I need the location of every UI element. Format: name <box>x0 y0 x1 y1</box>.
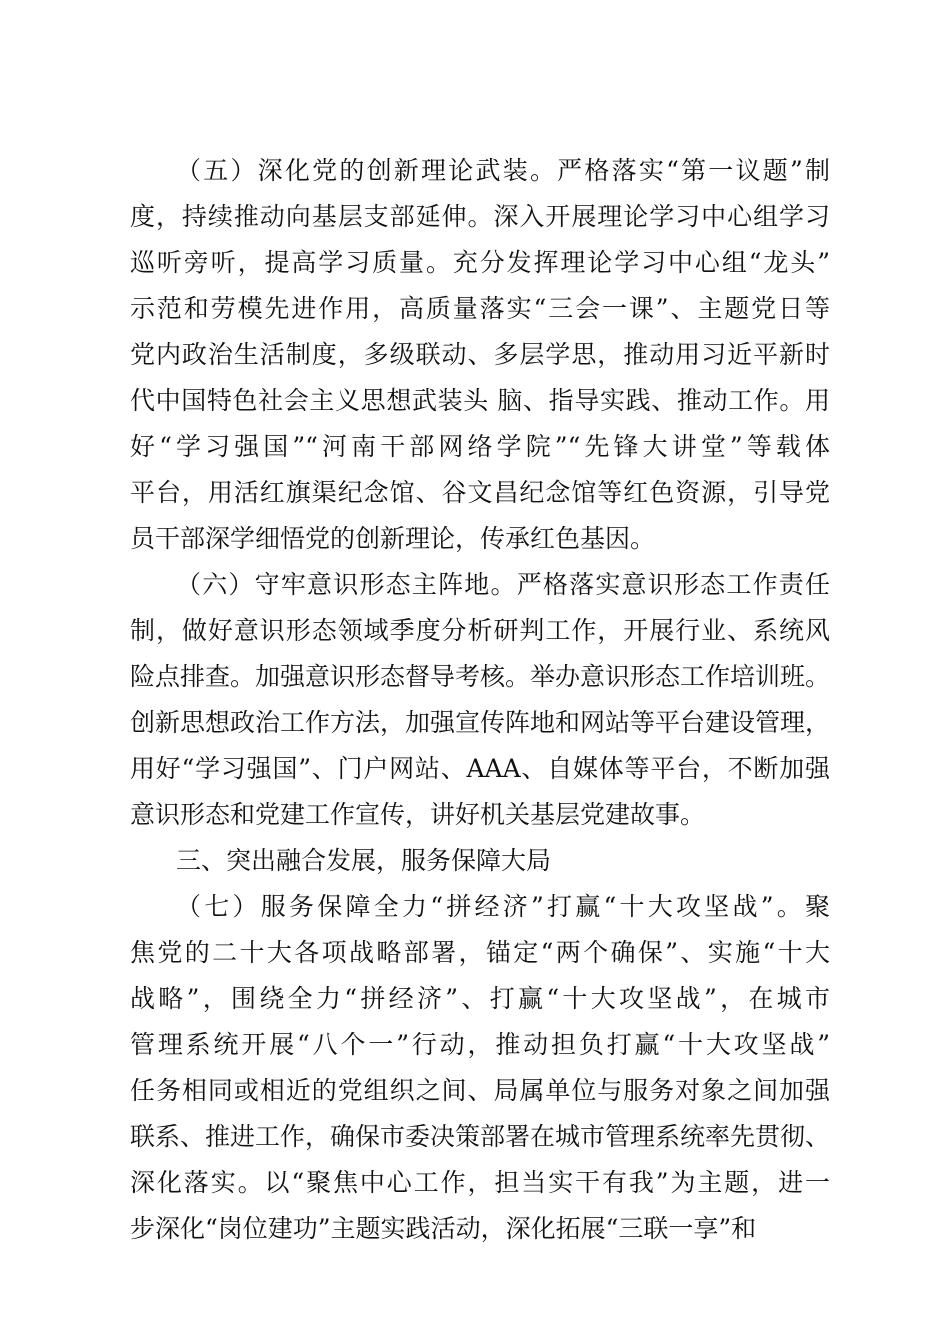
text-line: （六）守牢意识形态主阵地。严格落实意识形态工作责任 <box>176 570 830 599</box>
text-line: 任务相同或相近的党组织之间、局属单位与服务对象之间加强 <box>130 1076 830 1105</box>
text-line: 平台，用活红旗渠纪念馆、谷文昌纪念馆等红色资源，引导党 <box>130 478 830 507</box>
paragraph-seven <box>130 884 830 1252</box>
text-line: 好“学习强国”“河南干部网络学院”“先锋大讲堂”等载体 <box>130 432 830 461</box>
text-line: 三、突出融合发展，服务保障大局 <box>176 846 552 875</box>
paragraph-five <box>130 148 830 562</box>
paragraph-six <box>130 562 830 838</box>
text-line: 员干部深学细悟党的创新理论，传承红色基因。 <box>130 524 656 553</box>
text-line: 巡听旁听，提高学习质量。充分发挥理论学习中心组“龙头” <box>130 248 830 277</box>
text-line: 步深化“岗位建功”主题实践活动，深化拓展“三联一享”和 <box>130 1214 757 1243</box>
text-line: 制，做好意识形态领域季度分析研判工作，开展行业、系统风 <box>130 616 830 645</box>
text-line: 用好“学习强国”、门户网站、AAA、自媒体等平台，不断加强 <box>130 754 830 783</box>
document-body <box>130 148 830 1252</box>
section-heading-three <box>130 838 830 884</box>
text-line: 深化落实。以“聚焦中心工作，担当实干有我”为主题，进一 <box>130 1168 830 1197</box>
text-line: 焦党的二十大各项战略部署，锚定“两个确保”、实施“十大 <box>130 938 830 967</box>
text-line: 联系、推进工作，确保市委决策部署在城市管理系统率先贯彻、 <box>130 1122 831 1151</box>
text-line: 险点排查。加强意识形态督导考核。举办意识形态工作培训班。 <box>130 662 831 691</box>
text-line: 党内政治生活制度，多级联动、多层学思，推动用习近平新时 <box>130 340 830 369</box>
text-line: 意识形态和党建工作宣传，讲好机关基层党建故事。 <box>130 800 706 829</box>
text-line: 度，持续推动向基层支部延伸。深入开展理论学习中心组学习 <box>130 202 830 231</box>
text-line: （五）深化党的创新理论武装。严格落实“第一议题”制 <box>176 156 830 185</box>
text-line: 战略”，围绕全力“拼经济”、打赢“十大攻坚战”，在城市 <box>130 984 830 1013</box>
text-line: 管理系统开展“八个一”行动，推动担负打赢“十大攻坚战” <box>130 1030 830 1059</box>
text-line: 示范和劳模先进作用，高质量落实“三会一课”、主题党日等 <box>130 294 830 323</box>
text-line: 代中国特色社会主义思想武装头 脑、指导实践、推动工作。用 <box>130 386 830 415</box>
text-line: （七）服务保障全力“拼经济”打赢“十大攻坚战”。聚 <box>176 892 830 921</box>
text-line: 创新思想政治工作方法，加强宣传阵地和网站等平台建设管理， <box>130 708 831 737</box>
